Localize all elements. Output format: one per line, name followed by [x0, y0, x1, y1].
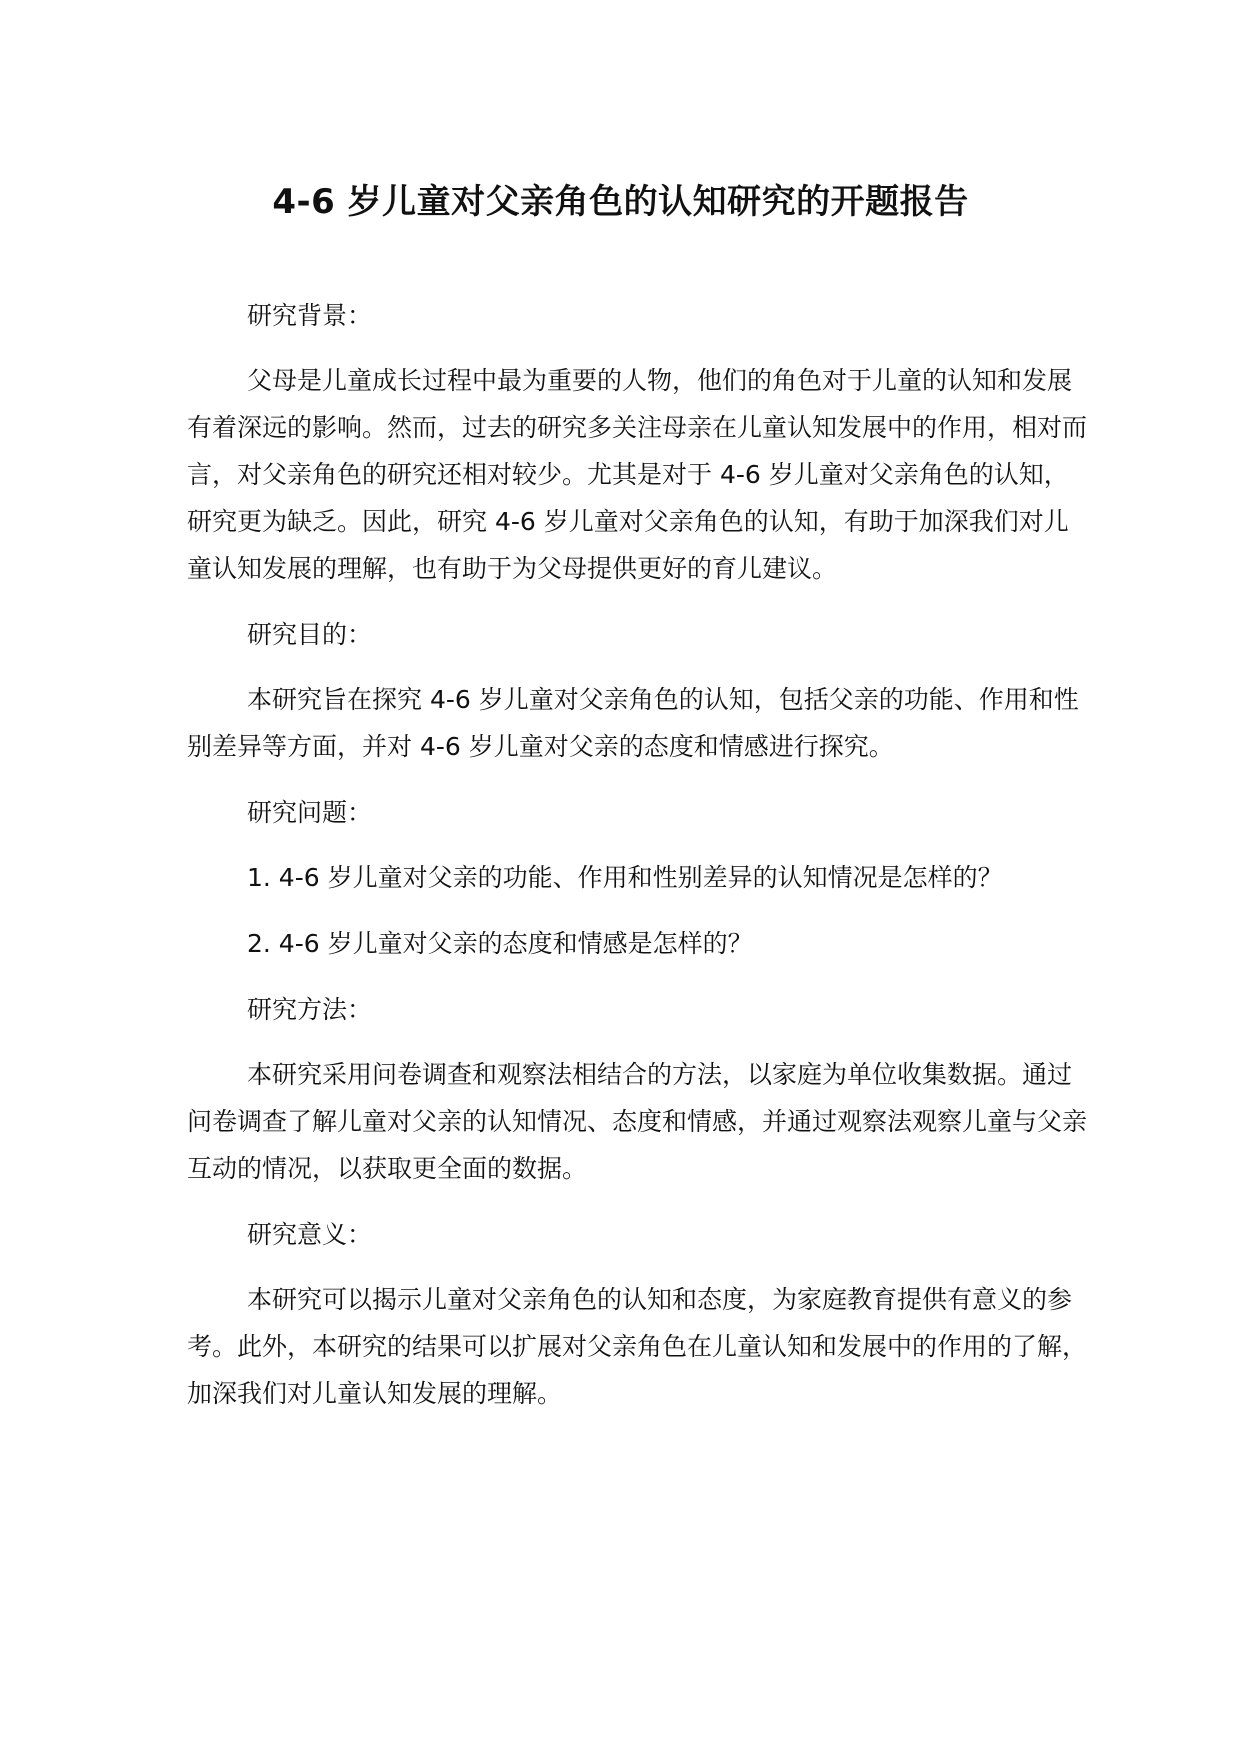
question-item-2: 2. 4-6 岁儿童对父亲的态度和情感是怎样的？: [247, 929, 753, 958]
paragraph-purpose: 本研究旨在探究 4-6 岁儿童对父亲角色的认知，包括父亲的功能、作用和性别差异等方面，并对 4-6 岁儿童对父亲的态度和情感进行探究。: [187, 685, 1079, 761]
section-heading-methods: 研究方法：: [247, 995, 373, 1024]
question-item-1: 1. 4-6 岁儿童对父亲的功能、作用和性别差异的认知情况是怎样的？: [247, 863, 1003, 892]
section-heading-background: 研究背景：: [247, 301, 373, 330]
document-title: 4-6 岁儿童对父亲角色的认知研究的开题报告: [272, 182, 969, 222]
document-body: [187, 292, 1087, 1436]
paragraph-background: 父母是儿童成长过程中最为重要的人物，他们的角色对于儿童的认知和发展有着深远的影响。然而，过去的研究多关注母亲在儿童认知发展中的作用，相对而言，对父亲角色的研究还相对较少。尤其是对于 4-6 岁儿童对父亲角色的认知，研究更为缺乏。因此，研究 4-6 岁儿童对父亲角色的认知，有助于加深我们对儿童认知发展的理解，也有助于为父母提供更好的育儿建议。: [187, 366, 1088, 583]
paragraph-significance: 本研究可以揭示儿童对父亲角色的认知和态度，为家庭教育提供有意义的参考。此外，本研究的结果可以扩展对父亲角色在儿童认知和发展中的作用的了解，加深我们对儿童认知发展的理解。: [187, 1285, 1088, 1408]
section-heading-questions: 研究问题：: [247, 798, 373, 827]
paragraph-methods: 本研究采用问卷调查和观察法相结合的方法，以家庭为单位收集数据。通过问卷调查了解儿童对父亲的认知情况、态度和情感，并通过观察法观察儿童与父亲互动的情况，以获取更全面的数据。: [187, 1060, 1088, 1183]
section-heading-purpose: 研究目的：: [247, 620, 373, 649]
section-heading-significance: 研究意义：: [247, 1220, 373, 1249]
